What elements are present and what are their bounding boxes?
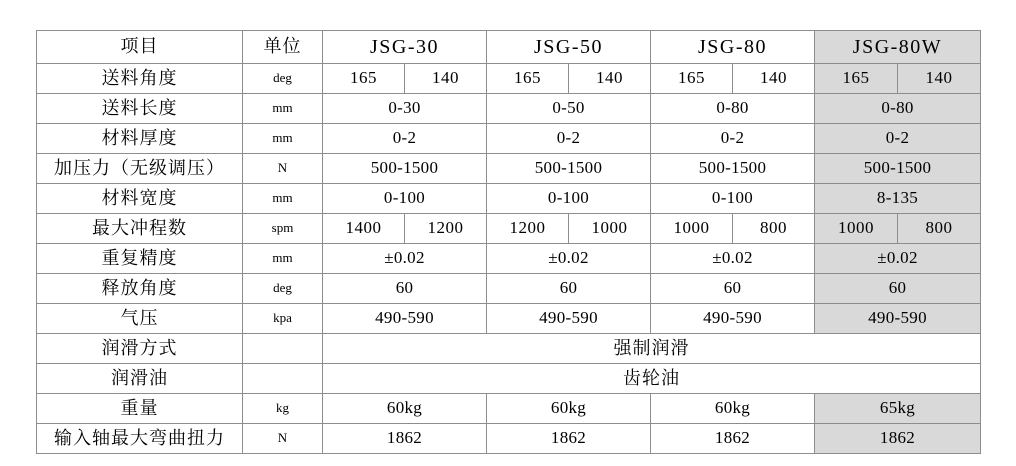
header-model-jsg80w-label: JSG-80W: [852, 36, 943, 58]
cell-value: 60kg: [714, 398, 751, 418]
cell-value-b: 140: [568, 64, 650, 93]
row-unit: [243, 214, 323, 244]
cell-value-a: 1400: [345, 218, 382, 238]
cell-jsg80: [651, 214, 815, 244]
cell-value: 0-80: [881, 98, 914, 118]
table-row: [37, 184, 981, 214]
cell-value: 1862: [550, 428, 587, 448]
row-label: [37, 154, 243, 184]
row-unit-text: mm: [272, 100, 293, 116]
cell-value: 0-100: [547, 188, 590, 208]
cell-merged-all-models: [323, 364, 981, 394]
cell-value-b: 140: [404, 64, 486, 93]
cell-value: 60kg: [386, 398, 423, 418]
cell-jsg50: [487, 274, 651, 304]
cell-value: 500-1500: [863, 158, 932, 178]
cell-value: 0-100: [383, 188, 426, 208]
header-model-jsg50-label: JSG-50: [533, 36, 603, 58]
cell-value: 60kg: [550, 398, 587, 418]
cell-jsg50: [487, 214, 651, 244]
cell-value: 490-590: [539, 308, 598, 328]
cell-jsg80w: [815, 184, 981, 214]
header-model-jsg30-label: JSG-30: [369, 36, 439, 58]
table-row: [37, 94, 981, 124]
row-unit: [243, 304, 323, 334]
row-label: [37, 364, 243, 394]
cell-value-a: 165: [350, 68, 377, 88]
row-unit-text: spm: [271, 220, 294, 236]
row-label-text: 输入轴最大弯曲扭力: [54, 427, 225, 448]
cell-value: ±0.02: [712, 248, 753, 268]
cell-value-b: 1200: [404, 214, 486, 243]
cell-jsg80: [651, 274, 815, 304]
cell-jsg30: [323, 214, 487, 244]
cell-value: 490-590: [703, 308, 762, 328]
cell-jsg80w: [815, 64, 981, 94]
cell-value: 0-2: [720, 128, 745, 148]
cell-jsg30: [323, 154, 487, 184]
cell-value-a: 1200: [509, 218, 546, 238]
cell-jsg50: [487, 94, 651, 124]
cell-jsg50: [487, 124, 651, 154]
header-unit: [243, 31, 323, 64]
row-unit: [243, 94, 323, 124]
header-unit-label: 单位: [263, 36, 302, 57]
row-label-text: 释放角度: [101, 277, 178, 298]
cell-jsg50: [487, 64, 651, 94]
row-unit: [243, 64, 323, 94]
row-unit-text: deg: [273, 70, 292, 86]
cell-value: 0-2: [392, 128, 417, 148]
cell-value: 8-135: [876, 188, 919, 208]
row-unit-text: [243, 346, 322, 352]
row-label-text: 送料长度: [101, 97, 178, 118]
cell-value: ±0.02: [877, 248, 918, 268]
row-label: [37, 394, 243, 424]
cell-value-a: 165: [514, 68, 541, 88]
row-label-text: 润滑油: [111, 367, 168, 388]
cell-jsg80: [651, 154, 815, 184]
cell-value: 0-100: [711, 188, 754, 208]
cell-jsg30: [323, 274, 487, 304]
cell-value: 500-1500: [534, 158, 603, 178]
cell-value: 60: [723, 278, 742, 298]
row-unit-text: [243, 376, 322, 382]
row-label: [37, 64, 243, 94]
row-label-text: 重量: [120, 397, 159, 418]
cell-jsg80w: [815, 154, 981, 184]
row-label: [37, 214, 243, 244]
specification-table: [36, 30, 981, 454]
cell-jsg80w: [815, 274, 981, 304]
specification-table-container: [36, 30, 980, 454]
cell-jsg80: [651, 124, 815, 154]
row-label-text: 气压: [120, 307, 159, 328]
row-unit-text: kg: [276, 400, 289, 416]
cell-value: ±0.02: [548, 248, 589, 268]
row-unit: [243, 274, 323, 304]
row-unit-text: kpa: [273, 310, 292, 326]
table-row: [37, 424, 981, 454]
table-body: [37, 64, 981, 454]
header-item: [37, 31, 243, 64]
cell-jsg80w: [815, 244, 981, 274]
cell-value-b: 800: [897, 214, 980, 243]
table-row: [37, 124, 981, 154]
row-unit: [243, 124, 323, 154]
row-label-text: 送料角度: [101, 67, 178, 88]
cell-value: 60: [395, 278, 414, 298]
row-label-text: 润滑方式: [101, 337, 178, 358]
cell-jsg30: [323, 184, 487, 214]
cell-value: 0-2: [885, 128, 910, 148]
cell-jsg50: [487, 154, 651, 184]
cell-value-a: 165: [678, 68, 705, 88]
header-model-jsg30: [323, 31, 487, 64]
cell-value: ±0.02: [384, 248, 425, 268]
table-row: [37, 394, 981, 424]
cell-jsg80w: [815, 214, 981, 244]
cell-jsg50: [487, 394, 651, 424]
row-label: [37, 124, 243, 154]
cell-jsg80: [651, 64, 815, 94]
row-unit-text: N: [277, 160, 288, 176]
cell-value-a: 1000: [838, 218, 874, 238]
table-row: [37, 244, 981, 274]
row-unit-text: mm: [272, 250, 293, 266]
row-unit-text: mm: [272, 130, 293, 146]
cell-jsg30: [323, 64, 487, 94]
cell-value-b: 140: [897, 64, 980, 93]
row-unit: [243, 424, 323, 454]
cell-value: 60: [888, 278, 907, 298]
row-label: [37, 244, 243, 274]
cell-value: 500-1500: [370, 158, 439, 178]
row-label: [37, 94, 243, 124]
cell-jsg80: [651, 94, 815, 124]
cell-value: 1862: [879, 428, 916, 448]
cell-value: 0-50: [552, 98, 585, 118]
table-row: [37, 274, 981, 304]
row-label: [37, 424, 243, 454]
cell-jsg50: [487, 424, 651, 454]
cell-value: 1862: [714, 428, 751, 448]
cell-jsg50: [487, 244, 651, 274]
cell-jsg80w: [815, 304, 981, 334]
row-unit: [243, 394, 323, 424]
cell-jsg80w: [815, 424, 981, 454]
cell-value-a: 1000: [673, 218, 710, 238]
cell-value-a: 165: [842, 68, 870, 88]
header-item-label: 项目: [120, 36, 159, 57]
table-header-row: [37, 31, 981, 64]
cell-value: 齿轮油: [623, 367, 680, 388]
table-row: [37, 334, 981, 364]
table-row: [37, 154, 981, 184]
header-model-jsg50: [487, 31, 651, 64]
cell-value: 490-590: [868, 308, 927, 328]
row-label-text: 重复精度: [101, 247, 178, 268]
cell-value: 65kg: [879, 398, 916, 418]
cell-value-b: 800: [732, 214, 814, 243]
header-model-jsg80-label: JSG-80: [697, 36, 767, 58]
row-unit: [243, 184, 323, 214]
cell-jsg30: [323, 244, 487, 274]
cell-value: 490-590: [375, 308, 434, 328]
row-label-text: 材料宽度: [101, 187, 178, 208]
row-unit: [243, 154, 323, 184]
cell-jsg30: [323, 94, 487, 124]
row-label: [37, 184, 243, 214]
cell-jsg80w: [815, 94, 981, 124]
cell-merged-all-models: [323, 334, 981, 364]
row-unit: [243, 334, 323, 364]
cell-jsg80: [651, 304, 815, 334]
header-model-jsg80w: [815, 31, 981, 64]
table-header: [37, 31, 981, 64]
row-label: [37, 274, 243, 304]
cell-value: 0-30: [388, 98, 421, 118]
cell-jsg30: [323, 304, 487, 334]
cell-jsg80w: [815, 124, 981, 154]
cell-jsg80: [651, 424, 815, 454]
row-label-text: 最大冲程数: [92, 217, 187, 238]
row-label-text: 加压力（无级调压）: [54, 157, 225, 178]
cell-jsg80: [651, 244, 815, 274]
row-label-text: 材料厚度: [101, 127, 178, 148]
table-row: [37, 214, 981, 244]
row-unit: [243, 244, 323, 274]
cell-jsg30: [323, 124, 487, 154]
cell-value-b: 1000: [568, 214, 650, 243]
cell-value: 1862: [386, 428, 423, 448]
row-label: [37, 304, 243, 334]
cell-jsg30: [323, 424, 487, 454]
row-unit-text: deg: [273, 280, 292, 296]
cell-value: 强制润滑: [613, 337, 690, 358]
row-unit: [243, 364, 323, 394]
row-unit-text: N: [277, 430, 288, 446]
row-unit-text: mm: [272, 190, 293, 206]
cell-jsg80: [651, 184, 815, 214]
header-model-jsg80: [651, 31, 815, 64]
cell-jsg80w: [815, 394, 981, 424]
cell-value: 500-1500: [698, 158, 767, 178]
cell-jsg30: [323, 394, 487, 424]
row-label: [37, 334, 243, 364]
cell-value: 0-80: [716, 98, 749, 118]
cell-value-b: 140: [732, 64, 814, 93]
cell-jsg50: [487, 184, 651, 214]
table-row: [37, 304, 981, 334]
table-row: [37, 64, 981, 94]
cell-jsg50: [487, 304, 651, 334]
table-row: [37, 364, 981, 394]
cell-value: 60: [559, 278, 578, 298]
cell-value: 0-2: [556, 128, 581, 148]
cell-jsg80: [651, 394, 815, 424]
